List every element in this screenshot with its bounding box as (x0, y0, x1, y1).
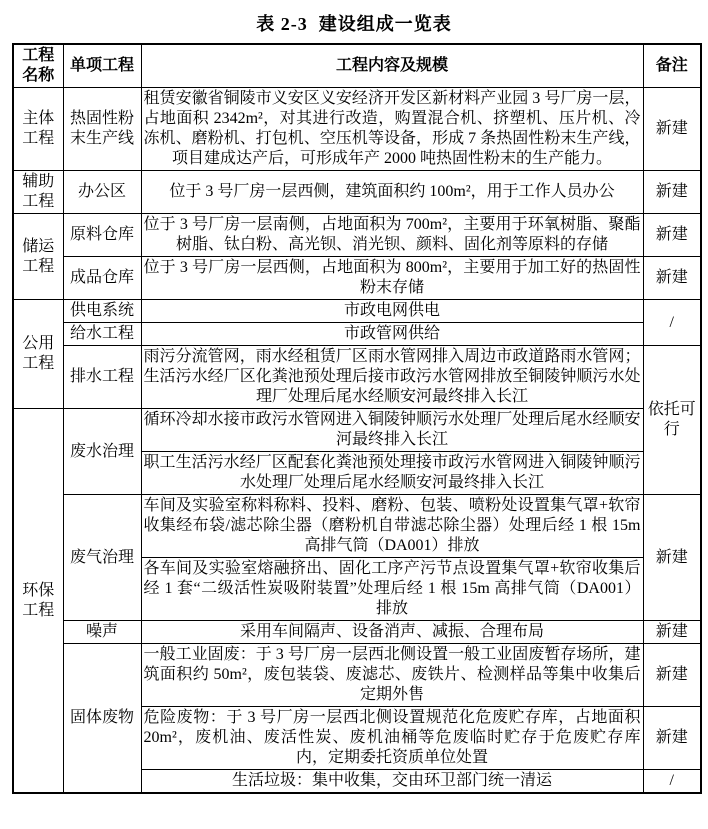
table-row-solid-waste-general (13, 644, 701, 707)
table-row-product-warehouse (13, 257, 701, 300)
header-content-scale: 工程内容及规模 (141, 44, 643, 88)
table-row-power-system (13, 300, 701, 323)
remark-cell-raw-warehouse: 新建 (643, 214, 701, 257)
table-title: 表 2-3 建设组成一览表 (256, 14, 452, 34)
content-cell-water-supply: 市政管网供给 (141, 323, 643, 346)
content-cell-raw-warehouse: 位于 3 号厂房一层南侧，占地面积为 700m²，主要用于环氧树脂、聚酯树脂、钛白粉、高光钡、消光钡、颜料、固化剂等原料的存储 (141, 214, 643, 257)
content-cell-wastewater-domestic: 职工生活污水经厂区配套化粪池预处理接市政污水管网进入铜陵钟顺污水处理厂处理后尾水经顺安河最终排入长江 (141, 452, 643, 495)
content-cell-noise: 采用车间隔声、设备消声、减振、合理布局 (141, 621, 643, 644)
table-row-raw-warehouse (13, 214, 701, 257)
header-remark: 备注 (643, 44, 701, 88)
remark-cell-drainage-wastewater: 依托可行 (643, 346, 701, 495)
table-row-water-supply (13, 323, 701, 346)
content-cell-wastewater-cooling: 循环冷却水接市政污水管网进入铜陵钟顺污水处理厂处理后尾水经顺安河最终排入长江 (141, 409, 643, 452)
item-cell-production-line: 热固性粉末生产线 (63, 88, 141, 171)
header-project-name: 工程名称 (13, 44, 63, 88)
remark-cell-power-water: / (643, 300, 701, 346)
group-cell-environmental-project: 环保工程 (13, 409, 63, 794)
item-cell-noise: 噪声 (63, 621, 141, 644)
remark-cell-production-line: 新建 (643, 88, 701, 171)
content-cell-power-system: 市政电网供电 (141, 300, 643, 323)
remark-cell-waste-gas: 新建 (643, 495, 701, 621)
remark-cell-noise: 新建 (643, 621, 701, 644)
remark-cell-solid-waste-domestic: / (643, 770, 701, 794)
item-cell-raw-warehouse: 原料仓库 (63, 214, 141, 257)
construction-overview-table (12, 43, 702, 794)
group-cell-auxiliary-project: 辅助工程 (13, 171, 63, 214)
table-row-drainage (13, 346, 701, 409)
remark-cell-solid-waste-hazard: 新建 (643, 707, 701, 770)
item-cell-solid-waste: 固体废物 (63, 644, 141, 794)
content-cell-waste-gas-dust: 车间及实验室称料称料、投料、磨粉、包装、喷粉处设置集气罩+软帘收集经布袋/滤芯除尘器（磨粉机自带滤芯除尘器）处理后经 1 根 15m 高排气筒（DA001）排放 (141, 495, 643, 558)
item-cell-office: 办公区 (63, 171, 141, 214)
content-cell-solid-waste-hazard: 危险废物：于 3 号厂房一层西北侧设置规范化危废贮存库，占地面积 20m²，废机油、废活性炭、废机油桶等危废临时贮存于危废贮存库内，定期委托资质单位处置 (141, 707, 643, 770)
item-cell-waste-gas: 废气治理 (63, 495, 141, 621)
table-row-noise (13, 621, 701, 644)
item-cell-wastewater: 废水治理 (63, 409, 141, 495)
group-cell-main-project: 主体工程 (13, 88, 63, 171)
content-cell-solid-waste-domestic: 生活垃圾：集中收集，交由环卫部门统一清运 (141, 770, 643, 794)
content-cell-waste-gas-organic: 各车间及实验室熔融挤出、固化工序产污节点设置集气罩+软帘收集后经 1 套“二级活性炭吸附装置”处理后经 1 根 15m 高排气筒（DA001）排放 (141, 558, 643, 621)
table-row-wastewater-a (13, 409, 701, 452)
remark-cell-product-warehouse: 新建 (643, 257, 701, 300)
item-cell-power-system: 供电系统 (63, 300, 141, 323)
content-cell-office: 位于 3 号厂房一层西侧，建筑面积约 100m²，用于工作人员办公 (141, 171, 643, 214)
table-row-office (13, 171, 701, 214)
header-sub-project: 单项工程 (63, 44, 141, 88)
item-cell-drainage: 排水工程 (63, 346, 141, 409)
table-row-production-line (13, 88, 701, 171)
content-cell-production-line: 租赁安徽省铜陵市义安区义安经济开发区新材料产业园 3 号厂房一层，占地面积 2342m²，对其进行改造，购置混合机、挤塑机、压片机、冷冻机、磨粉机、打包机、空压机等设备，形成 7 条热固性粉末生产线，项目建成达产后，可形成年产 2000 吨热固性粉末的生产能力。 (141, 88, 643, 171)
remark-cell-office: 新建 (643, 171, 701, 214)
content-cell-product-warehouse: 位于 3 号厂房一层西侧，占地面积为 800m²，主要用于加工好的热固性粉末存储 (141, 257, 643, 300)
item-cell-product-warehouse: 成品仓库 (63, 257, 141, 300)
table-row-waste-gas-a (13, 495, 701, 558)
remark-cell-solid-waste-general: 新建 (643, 644, 701, 707)
header-row (13, 44, 701, 88)
content-cell-drainage: 雨污分流管网，雨水经租赁厂区雨水管网排入周边市政道路雨水管网；生活污水经厂区化粪池预处理后接市政污水管网排放至铜陵钟顺污水处理厂处理后尾水经顺安河最终排入长江 (141, 346, 643, 409)
content-cell-solid-waste-general: 一般工业固废：于 3 号厂房一层西北侧设置一般工业固废暂存场所，建筑面积约 50m²，废包装袋、废滤芯、废铁片、检测样品等集中收集后定期外售 (141, 644, 643, 707)
item-cell-water-supply: 给水工程 (63, 323, 141, 346)
group-cell-utility-project: 公用工程 (13, 300, 63, 409)
group-cell-storage-project: 储运工程 (13, 214, 63, 300)
